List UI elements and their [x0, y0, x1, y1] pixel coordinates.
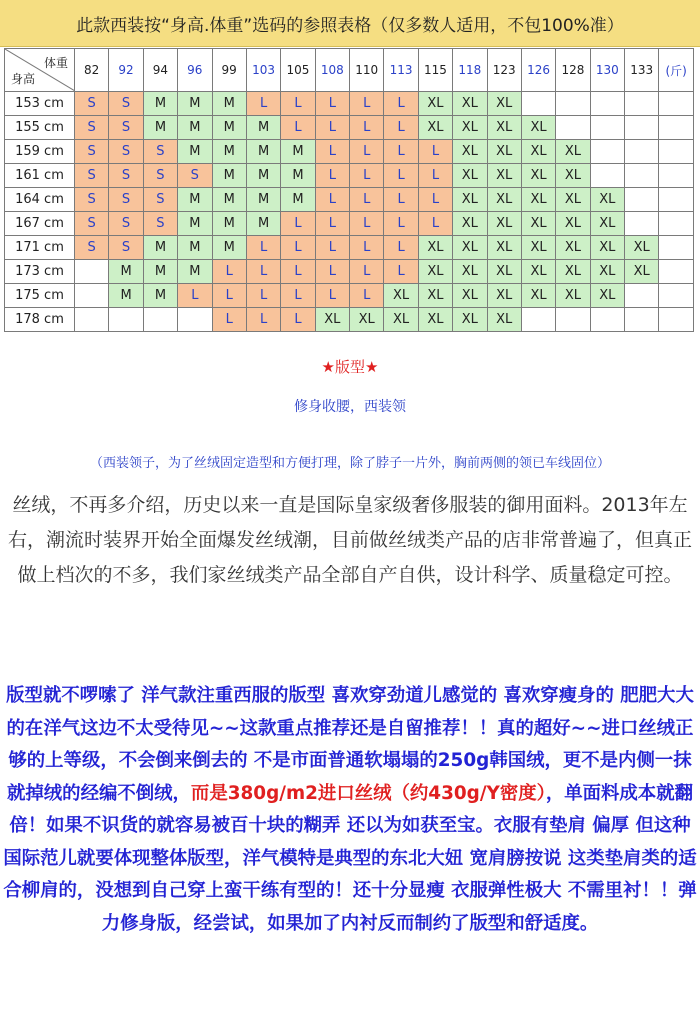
size-cell: L	[350, 188, 384, 212]
size-cell: XL	[625, 260, 659, 284]
size-cell: M	[178, 260, 212, 284]
size-cell: S	[109, 236, 143, 260]
size-cell: L	[281, 260, 315, 284]
weight-header-cell: 118	[453, 49, 487, 92]
size-row	[5, 284, 694, 308]
size-cell: M	[143, 260, 177, 284]
weight-header-cell: 123	[487, 49, 521, 92]
size-cell: XL	[487, 188, 521, 212]
size-cell: XL	[590, 212, 624, 236]
size-row	[5, 260, 694, 284]
size-cell: L	[384, 188, 418, 212]
size-cell: XL	[521, 284, 555, 308]
size-cell: XL	[453, 260, 487, 284]
size-cell: S	[109, 164, 143, 188]
size-cell: M	[178, 236, 212, 260]
size-cell	[521, 92, 555, 116]
size-cell: XL	[556, 260, 590, 284]
size-cell: M	[246, 188, 280, 212]
weight-header-cell: 110	[350, 49, 384, 92]
size-cell	[556, 92, 590, 116]
size-cell: L	[178, 284, 212, 308]
size-cell: XL	[521, 212, 555, 236]
weight-header-cell: 94	[143, 49, 177, 92]
size-row	[5, 92, 694, 116]
size-rows	[5, 92, 694, 332]
size-cell	[625, 116, 659, 140]
height-label: 171 cm	[5, 236, 75, 260]
size-cell: L	[315, 164, 349, 188]
size-cell: M	[281, 188, 315, 212]
size-row	[5, 188, 694, 212]
size-cell	[659, 164, 694, 188]
size-cell	[521, 308, 555, 332]
size-cell: S	[143, 188, 177, 212]
size-cell: L	[315, 284, 349, 308]
size-cell: L	[246, 308, 280, 332]
size-cell: S	[109, 188, 143, 212]
size-cell: M	[281, 140, 315, 164]
size-cell: M	[212, 236, 246, 260]
size-cell: M	[212, 140, 246, 164]
size-cell: L	[246, 284, 280, 308]
size-cell: M	[178, 116, 212, 140]
size-cell: L	[281, 236, 315, 260]
size-cell: L	[212, 260, 246, 284]
size-cell: XL	[521, 260, 555, 284]
size-cell: XL	[418, 308, 452, 332]
height-axis-label: 身高	[11, 72, 36, 86]
size-cell: M	[109, 260, 143, 284]
size-cell: L	[350, 260, 384, 284]
size-cell: S	[75, 212, 109, 236]
size-cell: XL	[350, 308, 384, 332]
size-cell: L	[384, 236, 418, 260]
height-label: 175 cm	[5, 284, 75, 308]
size-cell: M	[178, 212, 212, 236]
size-cell: L	[384, 212, 418, 236]
size-cell	[659, 116, 694, 140]
size-row	[5, 212, 694, 236]
weight-axis-label: 体重	[43, 56, 68, 70]
weight-header-cell: 82	[75, 49, 109, 92]
size-cell: M	[212, 116, 246, 140]
size-cell: S	[75, 92, 109, 116]
size-cell: L	[281, 212, 315, 236]
size-cell: XL	[556, 140, 590, 164]
size-cell: XL	[453, 164, 487, 188]
section-subtitle: 修身收腰，西装领	[294, 399, 406, 415]
height-label: 173 cm	[5, 260, 75, 284]
size-cell: L	[315, 140, 349, 164]
size-cell	[109, 308, 143, 332]
size-cell: L	[350, 284, 384, 308]
size-cell: M	[143, 284, 177, 308]
weight-header-cell: 105	[281, 49, 315, 92]
height-label: 178 cm	[5, 308, 75, 332]
weight-header-cell: 108	[315, 49, 349, 92]
height-label: 167 cm	[5, 212, 75, 236]
size-cell: M	[109, 284, 143, 308]
size-cell: XL	[590, 260, 624, 284]
size-cell: S	[75, 188, 109, 212]
promo-highlight: 而是380g/m2进口丝绒（约430g/Y密度）	[190, 782, 546, 804]
size-cell: L	[281, 92, 315, 116]
size-cell: S	[143, 164, 177, 188]
promo-text-1: 版型就不啰嗦了 洋气款注重西服的版型 喜欢穿劲道儿感觉的 喜欢穿瘦身的 肥肥大大的在洋气这边不太受待见~~这款重点推荐还是自留推荐！！真的超好~~进口丝绒正够的上等级，不会倒来倒去的 不是市面普通软塌塌的250g韩国绒，更不是内侧一抹就掉绒的经编不倒绒，	[6, 685, 694, 804]
size-cell	[178, 308, 212, 332]
size-cell: L	[350, 116, 384, 140]
size-cell: L	[315, 236, 349, 260]
size-cell: XL	[625, 236, 659, 260]
weight-header-cell: 92	[109, 49, 143, 92]
size-cell: XL	[487, 308, 521, 332]
size-cell	[590, 92, 624, 116]
size-cell: XL	[418, 260, 452, 284]
size-cell: XL	[487, 164, 521, 188]
size-cell: M	[212, 92, 246, 116]
size-cell: L	[384, 140, 418, 164]
size-cell: L	[384, 260, 418, 284]
size-cell: L	[246, 236, 280, 260]
height-label: 155 cm	[5, 116, 75, 140]
size-cell: L	[418, 140, 452, 164]
intro-paragraph: 丝绒，不再多介绍，历史以来一直是国际皇家级奢侈服装的御用面料。2013年左右，潮流时装界开始全面爆发丝绒潮，目前做丝绒类产品的店非常普遍了，但真正做上档次的不多，我们家丝绒类产品全部自产自供，设计科学、质量稳定可控。	[7, 494, 692, 586]
size-chart-table	[4, 48, 694, 332]
size-cell	[590, 140, 624, 164]
size-cell	[659, 308, 694, 332]
size-cell: L	[350, 212, 384, 236]
size-cell: XL	[453, 308, 487, 332]
size-cell: M	[212, 212, 246, 236]
size-cell	[625, 140, 659, 164]
size-cell: L	[384, 92, 418, 116]
weight-header-cell: 130	[590, 49, 624, 92]
size-cell	[590, 308, 624, 332]
height-label: 159 cm	[5, 140, 75, 164]
size-cell: XL	[384, 284, 418, 308]
size-cell	[659, 140, 694, 164]
size-cell: M	[143, 92, 177, 116]
size-cell: M	[246, 140, 280, 164]
weight-header-cell: 115	[418, 49, 452, 92]
size-cell	[75, 260, 109, 284]
size-cell: XL	[487, 92, 521, 116]
size-cell: L	[384, 164, 418, 188]
size-cell: M	[246, 212, 280, 236]
size-cell: XL	[384, 308, 418, 332]
size-cell: XL	[521, 188, 555, 212]
size-cell: M	[246, 116, 280, 140]
size-cell: L	[418, 164, 452, 188]
size-cell: L	[281, 116, 315, 140]
size-cell: XL	[453, 284, 487, 308]
size-cell: M	[143, 236, 177, 260]
size-cell: S	[75, 164, 109, 188]
weight-header-row	[5, 49, 694, 92]
size-cell: XL	[590, 236, 624, 260]
size-cell: M	[246, 164, 280, 188]
size-cell: XL	[521, 140, 555, 164]
size-cell: S	[109, 92, 143, 116]
size-cell: S	[109, 116, 143, 140]
size-cell: XL	[521, 164, 555, 188]
height-label: 153 cm	[5, 92, 75, 116]
size-cell	[75, 308, 109, 332]
size-cell: M	[281, 164, 315, 188]
size-cell: XL	[453, 116, 487, 140]
promo-paragraph	[2, 680, 698, 940]
size-cell: L	[350, 236, 384, 260]
corner-header	[5, 49, 75, 92]
size-cell: XL	[556, 284, 590, 308]
size-cell: L	[315, 116, 349, 140]
size-cell: M	[178, 140, 212, 164]
collar-note: （西装领子，为了丝绒固定造型和方便打理，除了脖子一片外，胸前两侧的领已车线固位）	[89, 456, 610, 471]
size-cell: L	[384, 116, 418, 140]
size-cell	[625, 188, 659, 212]
size-chart-title: 此款西装按“身高.体重”选码的参照表格（仅多数人适用，不包100%准）	[0, 0, 700, 47]
size-cell: M	[178, 92, 212, 116]
size-cell	[659, 260, 694, 284]
size-cell: S	[109, 140, 143, 164]
size-cell: XL	[487, 116, 521, 140]
size-cell: L	[246, 92, 280, 116]
size-cell: S	[109, 212, 143, 236]
weight-header-cell: 126	[521, 49, 555, 92]
size-cell: L	[212, 284, 246, 308]
size-cell: S	[178, 164, 212, 188]
size-cell	[659, 188, 694, 212]
size-cell: XL	[418, 92, 452, 116]
size-cell: XL	[453, 212, 487, 236]
size-cell: L	[281, 308, 315, 332]
size-cell: L	[315, 188, 349, 212]
weight-header-cell: 99	[212, 49, 246, 92]
size-cell	[625, 212, 659, 236]
size-cell: L	[350, 140, 384, 164]
size-cell	[590, 116, 624, 140]
size-cell	[556, 308, 590, 332]
weight-header-cell: 113	[384, 49, 418, 92]
size-cell: XL	[521, 236, 555, 260]
size-cell: XL	[453, 236, 487, 260]
weight-header-cell: 133	[625, 49, 659, 92]
size-cell: XL	[453, 188, 487, 212]
size-cell	[143, 308, 177, 332]
size-cell	[659, 92, 694, 116]
size-cell: XL	[487, 284, 521, 308]
size-cell: XL	[556, 236, 590, 260]
promo-text-2: ，单面料成本就翻倍！如果不识货的就容易被百十块的糊弄 还以为如获至宝。衣服有垫肩 偏厚 但这种国际范儿就要体现整体版型，洋气模特是典型的东北大妞 宽肩膀按说 这类垫肩类的适合柳肩的，没想到自己穿上蛮干练有型的！还十分显瘦 衣服弹性极大 不需里衬！！弹力修身版，经尝试，如果加了内衬反而制约了版型和舒适度。	[3, 782, 697, 934]
size-cell: XL	[487, 236, 521, 260]
size-cell: S	[143, 140, 177, 164]
weight-header-cell: 96	[178, 49, 212, 92]
size-cell: L	[281, 284, 315, 308]
height-label: 161 cm	[5, 164, 75, 188]
size-cell	[625, 92, 659, 116]
size-row	[5, 164, 694, 188]
size-cell: M	[212, 188, 246, 212]
size-cell	[590, 164, 624, 188]
size-cell	[659, 284, 694, 308]
size-cell: L	[315, 260, 349, 284]
size-row	[5, 116, 694, 140]
weight-header-cell: 128	[556, 49, 590, 92]
size-cell: XL	[453, 92, 487, 116]
size-row	[5, 236, 694, 260]
size-cell: L	[212, 308, 246, 332]
size-cell: XL	[487, 212, 521, 236]
size-cell	[625, 164, 659, 188]
size-cell: L	[315, 92, 349, 116]
size-cell	[625, 308, 659, 332]
size-cell: XL	[521, 116, 555, 140]
size-cell: XL	[418, 116, 452, 140]
size-cell: S	[75, 116, 109, 140]
size-cell: XL	[418, 284, 452, 308]
size-cell: XL	[453, 140, 487, 164]
size-cell	[659, 212, 694, 236]
size-cell: L	[350, 92, 384, 116]
size-cell: M	[143, 116, 177, 140]
size-cell	[556, 116, 590, 140]
size-cell: XL	[418, 236, 452, 260]
size-cell: L	[418, 188, 452, 212]
weight-header-cell: (斤)	[659, 49, 694, 92]
size-cell: L	[315, 212, 349, 236]
size-cell: L	[246, 260, 280, 284]
size-cell: L	[350, 164, 384, 188]
size-cell: S	[75, 140, 109, 164]
weight-header-cell: 103	[246, 49, 280, 92]
section-title: ★版型★	[321, 358, 379, 376]
size-cell: XL	[556, 188, 590, 212]
size-cell: XL	[556, 212, 590, 236]
size-cell: XL	[590, 188, 624, 212]
size-row	[5, 308, 694, 332]
size-cell	[625, 284, 659, 308]
size-cell: XL	[590, 284, 624, 308]
size-cell	[659, 236, 694, 260]
size-cell: XL	[487, 140, 521, 164]
size-cell: XL	[556, 164, 590, 188]
size-cell: S	[143, 212, 177, 236]
size-row	[5, 140, 694, 164]
size-cell: L	[418, 212, 452, 236]
size-cell: S	[75, 236, 109, 260]
size-cell: M	[212, 164, 246, 188]
height-label: 164 cm	[5, 188, 75, 212]
size-cell	[75, 284, 109, 308]
size-cell: XL	[487, 260, 521, 284]
size-cell: XL	[315, 308, 349, 332]
size-cell: M	[178, 188, 212, 212]
